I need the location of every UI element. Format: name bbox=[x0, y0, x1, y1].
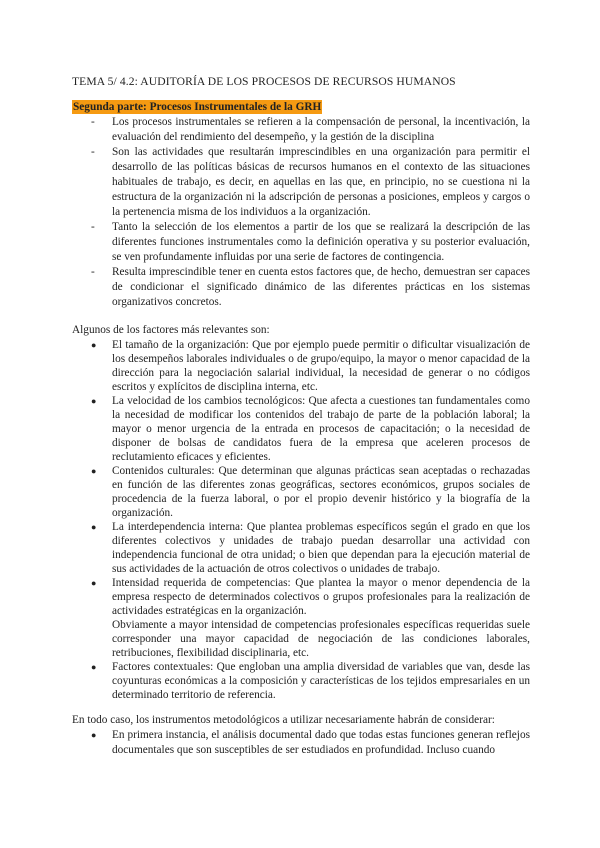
bullet-icon: ● bbox=[91, 578, 97, 588]
list-item: - Los procesos instrumentales se refieren a la compensación de personal, la incentivación, la evaluación del rendimiento del desempeño, y la gestión de la disciplina bbox=[91, 116, 530, 143]
bullet-icon: ● bbox=[91, 662, 97, 672]
bullet-icon: ● bbox=[91, 730, 97, 740]
list-item: - Son las actividades que resultarán imprescindibles en una organización para permitir el desarrollo de las políticas básicas de recursos humanos en el contexto de las situaciones habituales de trabajo, es decir, en aquellas en las que, en principio, no se cuestiona ni la estructura de la organización ni la adscripción de personas a posiciones, empleos y cargos o la pertenencia misma de los individuos a la organización. bbox=[91, 146, 530, 218]
list-item bbox=[88, 464, 530, 520]
list-item-text: El tamaño de la organización: Que por ejemplo puede permitir o dificultar visualización de los desempeños laborales individuales o de grupo/equipo, la mayor o menor capacidad de la dirección para la negociación salarial individual, la necesidad de generar o no códigos escritos y explícitos de disciplina interna, etc. bbox=[112, 339, 530, 393]
list-item bbox=[88, 338, 530, 394]
list-item bbox=[88, 660, 530, 702]
dash-list bbox=[88, 115, 530, 310]
intro-paragraph: Algunos de los factores más relevantes son: bbox=[72, 324, 270, 336]
list-item-text: Resulta imprescindible tener en cuenta estos factores que, de hecho, demuestran ser capaces de condicionar el significado dinámico de las diferentes prácticas en los sistemas organizativos concretos. bbox=[112, 266, 530, 308]
bullet-icon: ● bbox=[91, 522, 97, 532]
bullet-icon: ● bbox=[91, 340, 97, 350]
list-item: - Resulta imprescindible tener en cuenta estos factores que, de hecho, demuestran ser capaces de condicionar el significado dinámico de las diferentes prácticas en los sistemas organizativos concretos. bbox=[91, 266, 530, 308]
list-item-text: Tanto la selección de los elementos a partir de los que se realizará la descripción de las diferentes funciones instrumentales como la definición operativa y su posterior evaluación, se ven profundamente influidas por una serie de factores de contingencia. bbox=[112, 221, 530, 263]
list-item: - Tanto la selección de los elementos a partir de los que se realizará la descripción de las diferentes funciones instrumentales como la definición operativa y su posterior evaluación, se ven profundamente influidas por una serie de factores de contingencia. bbox=[91, 221, 530, 263]
list-item-text: La interdependencia interna: Que plantea problemas específicos según el grado en que los diferentes colectivos y unidades de trabajo puedan desarrollar una actividad con independencia funcional de otra unidad; o bien que dependan para la ejecución material de sus actividades de la actuación de otros colectivos o unidades de trabajo. bbox=[112, 521, 530, 575]
list-item bbox=[88, 728, 530, 758]
list-item-text: Factores contextuales: Que engloban una amplia diversidad de variables que van, desde las coyunturas económicas a la composición y características de los tejidos empresariales en un determinado territorio de referencia. bbox=[112, 661, 530, 701]
factor-list bbox=[88, 338, 530, 702]
bullet-icon: ● bbox=[91, 466, 97, 476]
list-item-note: Obviamente a mayor intensidad de competencias profesionales específicas requeridas suele corresponder una mayor capacidad de negociación de las condiciones laborales, retribuciones, flexibilidad disciplinaria, etc. bbox=[112, 619, 530, 659]
list-item-text: Los procesos instrumentales se refieren a la compensación de personal, la incentivación, la evaluación del rendimiento del desempeño, y la gestión de la disciplina bbox=[112, 116, 530, 143]
list-item-text: En primera instancia, el análisis documental dado que todas estas funciones generan reflejos documentales que son susceptibles de ser estudiados en profundidad. Incluso cuando bbox=[112, 729, 530, 756]
final-list bbox=[88, 728, 530, 758]
document-title: TEMA 5/ 4.2: AUDITORÍA DE LOS PROCESOS DE RECURSOS HUMANOS bbox=[72, 75, 456, 88]
list-item-text: Contenidos culturales: Que determinan que algunas prácticas sean aceptadas o rechazadas en función de las diferentes zonas geográficas, sectores económicos, grupos sociales de procedencia de la fuerza laboral, o por el propio devenir histórico y la biografía de la organización. bbox=[112, 465, 530, 519]
list-item-text: Intensidad requerida de competencias: Que plantea la mayor o menor dependencia de la empresa respecto de determinados colectivos o grupos profesionales para la realización de actividades estratégicas en la organización. bbox=[112, 577, 530, 617]
list-item bbox=[88, 520, 530, 576]
list-item-text: Son las actividades que resultarán imprescindibles en una organización para permitir el desarrollo de las políticas básicas de recursos humanos en el contexto de las situaciones habituales de trabajo, es decir, en aquellas en las que, en principio, no se cuestiona ni la estructura de la organización ni la adscripción de personas a posiciones, empleos y cargos o la pertenencia misma de los individuos a la organización. bbox=[112, 146, 530, 218]
bullet-icon: ● bbox=[91, 396, 97, 406]
final-paragraph: En todo caso, los instrumentos metodológicos a utilizar necesariamente habrán de considerar: bbox=[72, 714, 495, 726]
list-item-text: La velocidad de los cambios tecnológicos: Que afecta a cuestiones tan fundamentales como la necesidad de modificar los contenidos del trabajo de parte de la población laboral; la mayor o menor urgencia de la entrada en procesos de capacitación; o la necesidad de disponer de bolsas de candidatos fuera de la empresa que aceleren procesos de reclutamiento eficaces y eficientes. bbox=[112, 395, 530, 463]
section-heading: Segunda parte: Procesos Instrumentales de la GRH bbox=[73, 101, 322, 113]
list-item bbox=[88, 576, 530, 660]
list-item bbox=[88, 394, 530, 464]
